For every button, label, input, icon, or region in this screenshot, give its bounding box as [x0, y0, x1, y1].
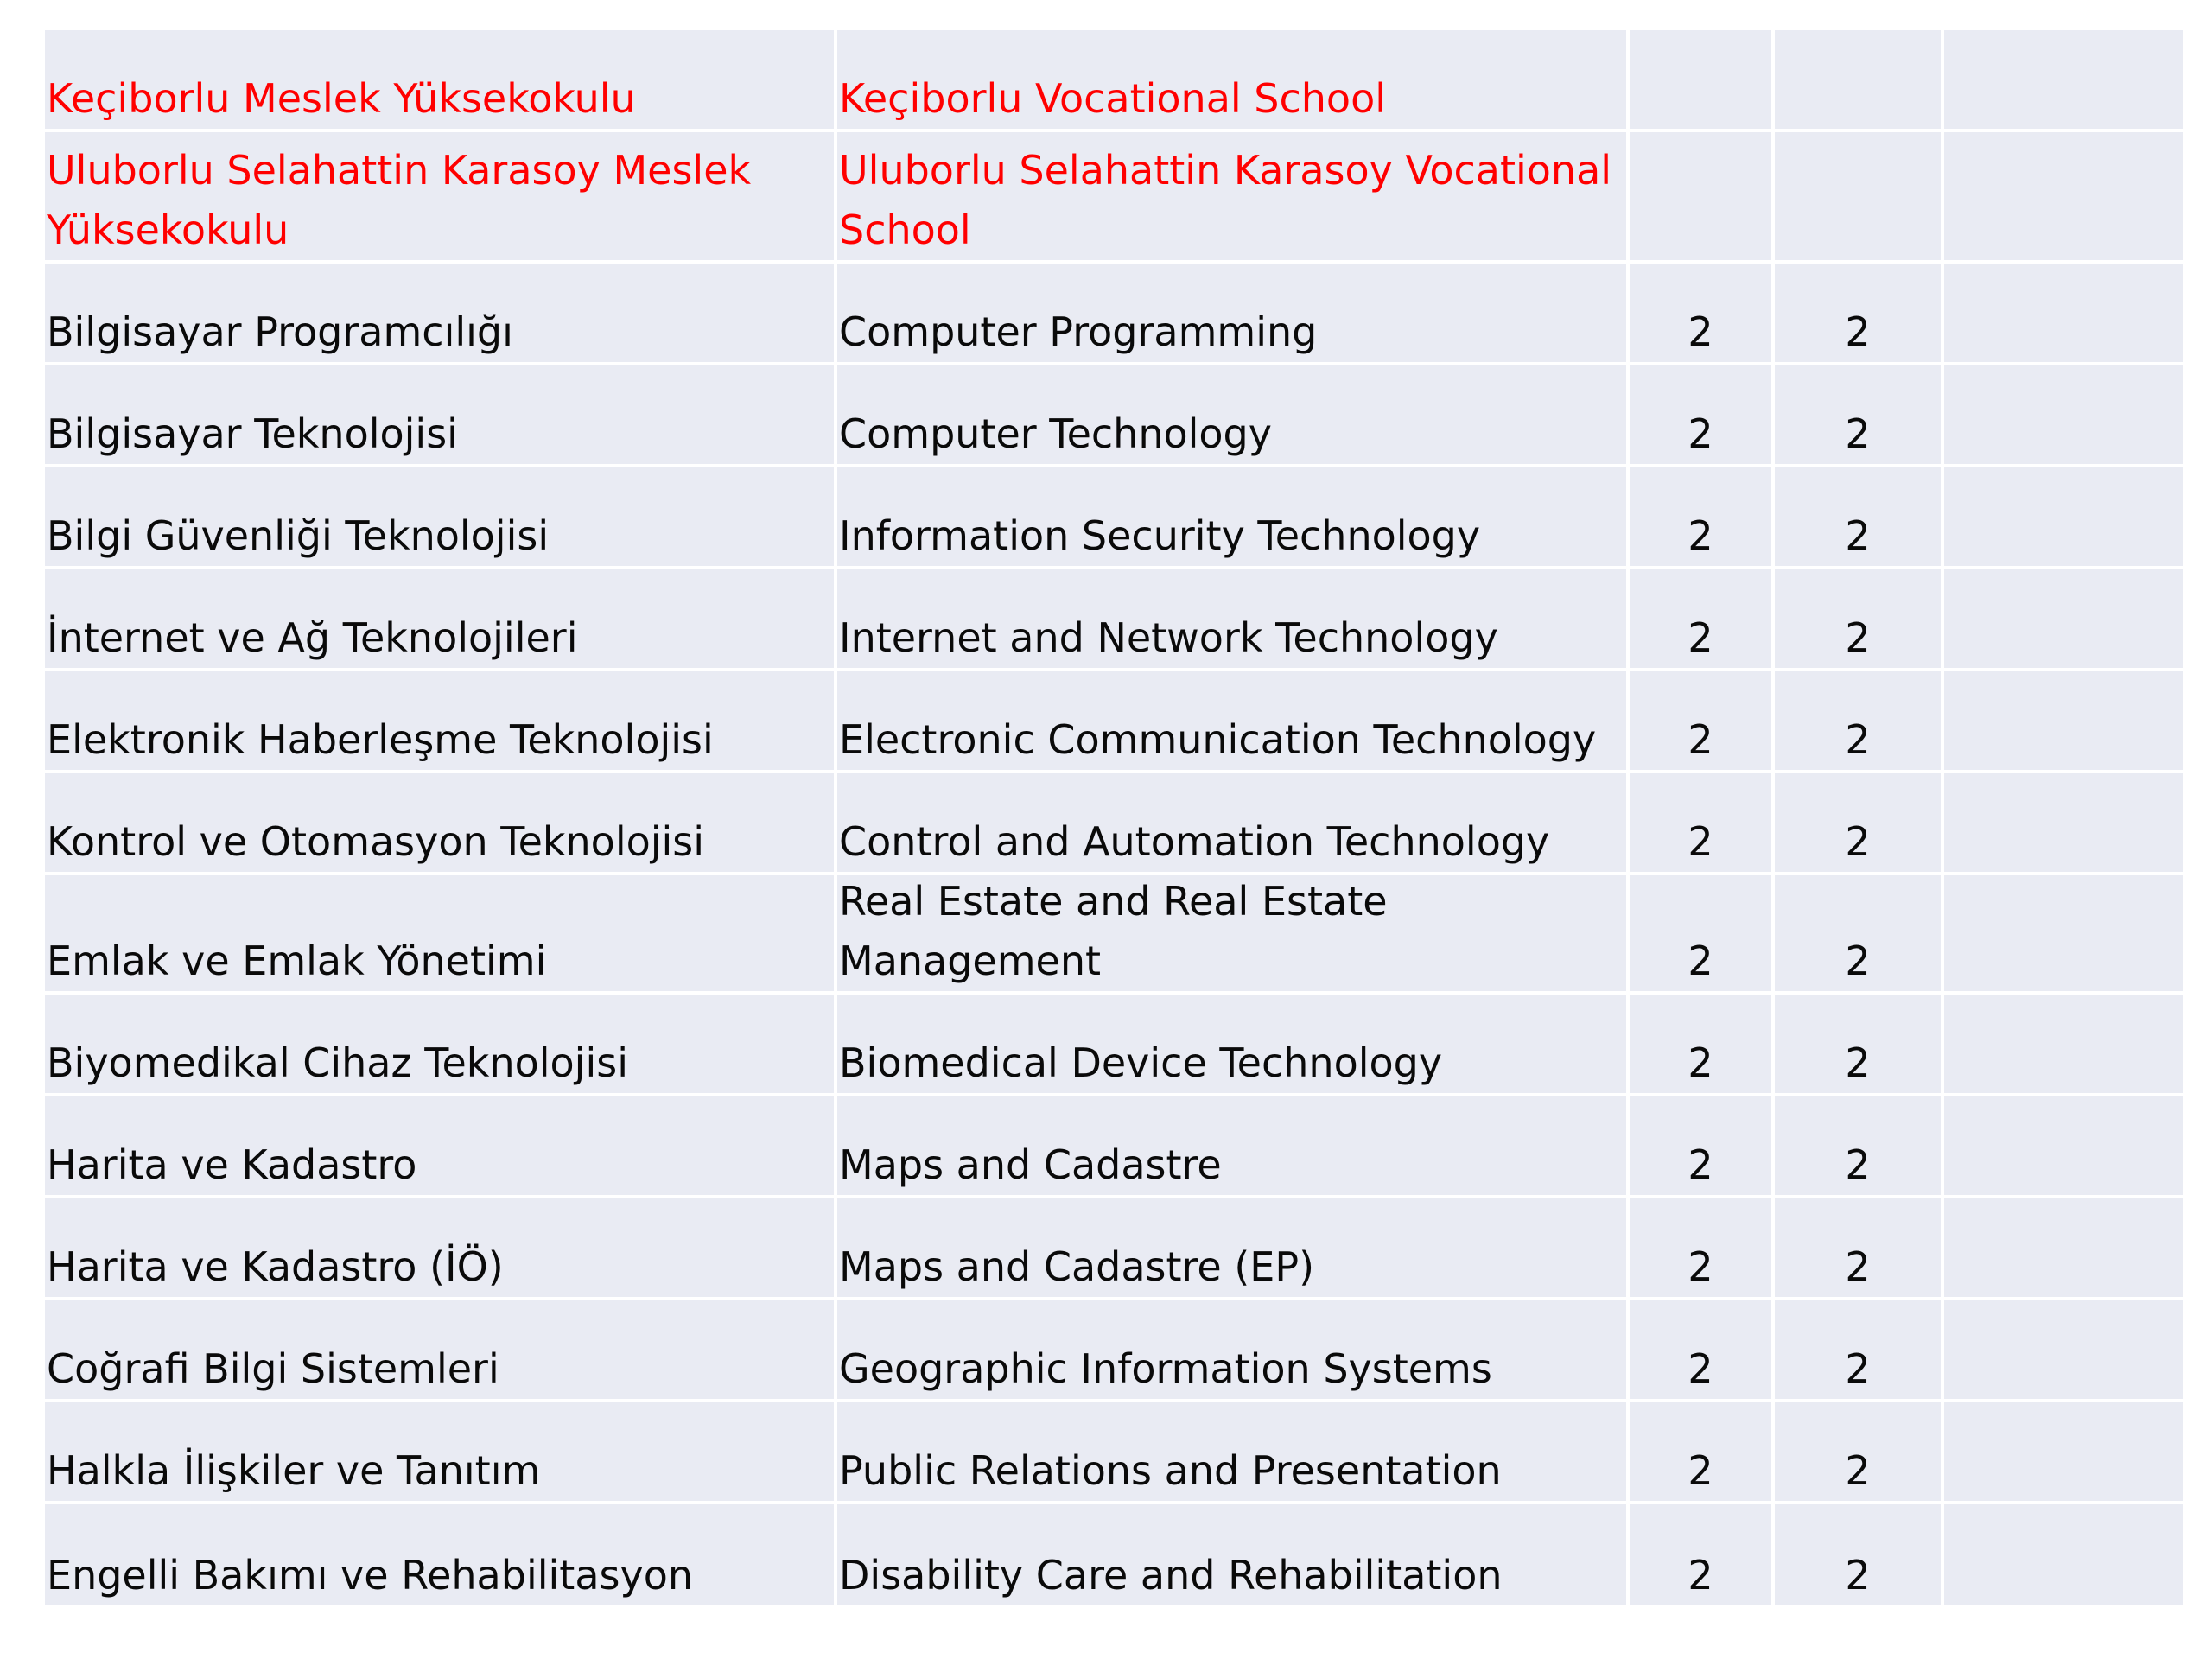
table-cell-empty [1944, 1096, 2183, 1195]
program-col3-value: 2 [1630, 1504, 1771, 1605]
program-name-tr: Emlak ve Emlak Yönetimi [45, 875, 834, 991]
table-cell-empty [1944, 264, 2183, 362]
table-cell-empty [1944, 1300, 2183, 1399]
program-name-en: Biomedical Device Technology [837, 995, 1626, 1093]
program-name-tr: Bilgisayar Programcılığı [45, 264, 834, 362]
program-name-en: Real Estate and Real Estate Management [837, 875, 1626, 991]
program-col4-value: 2 [1775, 467, 1941, 566]
program-name-tr: Biyomedikal Cihaz Teknolojisi [45, 995, 834, 1093]
program-col3-value: 2 [1630, 995, 1771, 1093]
program-name-tr: İnternet ve Ağ Teknolojileri [45, 569, 834, 668]
program-col4-value: 2 [1775, 1504, 1941, 1605]
table-cell-empty [1630, 132, 1771, 260]
table-cell-empty [1944, 569, 2183, 668]
program-col3-value: 2 [1630, 875, 1771, 991]
program-col4-value: 2 [1775, 1198, 1941, 1297]
program-col3-value: 2 [1630, 1300, 1771, 1399]
table-cell-empty [1775, 132, 1941, 260]
program-name-en: Geographic Information Systems [837, 1300, 1626, 1399]
table-cell-empty [1944, 30, 2183, 129]
program-name-tr: Harita ve Kadastro (İÖ) [45, 1198, 834, 1297]
program-col4-value: 2 [1775, 773, 1941, 872]
table-cell-empty [1775, 30, 1941, 129]
program-col3-value: 2 [1630, 264, 1771, 362]
program-col4-value: 2 [1775, 264, 1941, 362]
program-name-en: Computer Programming [837, 264, 1626, 362]
table-cell-empty [1944, 1504, 2183, 1605]
program-col3-value: 2 [1630, 773, 1771, 872]
program-name-en: Electronic Communication Technology [837, 671, 1626, 770]
table-cell-empty [1944, 773, 2183, 872]
program-name-tr: Elektronik Haberleşme Teknolojisi [45, 671, 834, 770]
program-name-tr: Coğrafi Bilgi Sistemleri [45, 1300, 834, 1399]
program-name-tr: Bilgi Güvenliği Teknolojisi [45, 467, 834, 566]
school-name-en: Keçiborlu Vocational School [837, 30, 1626, 129]
table-cell-empty [1944, 875, 2183, 991]
table-cell-empty [1944, 671, 2183, 770]
table-cell-empty [1944, 132, 2183, 260]
program-col4-value: 2 [1775, 365, 1941, 464]
table-cell-empty [1944, 995, 2183, 1093]
program-col3-value: 2 [1630, 671, 1771, 770]
program-name-en: Maps and Cadastre (EP) [837, 1198, 1626, 1297]
table-cell-empty [1944, 365, 2183, 464]
program-col4-value: 2 [1775, 569, 1941, 668]
program-col3-value: 2 [1630, 467, 1771, 566]
program-name-tr: Harita ve Kadastro [45, 1096, 834, 1195]
table-cell-empty [1944, 467, 2183, 566]
program-col3-value: 2 [1630, 365, 1771, 464]
program-name-tr: Bilgisayar Teknolojisi [45, 365, 834, 464]
school-name-tr: Uluborlu Selahattin Karasoy Meslek Yüksekokulu [45, 132, 834, 260]
program-col4-value: 2 [1775, 1402, 1941, 1501]
program-name-en: Information Security Technology [837, 467, 1626, 566]
program-table [45, 30, 2176, 1605]
program-col3-value: 2 [1630, 569, 1771, 668]
program-col4-value: 2 [1775, 1096, 1941, 1195]
program-col3-value: 2 [1630, 1198, 1771, 1297]
program-name-en: Maps and Cadastre [837, 1096, 1626, 1195]
table-cell-empty [1630, 30, 1771, 129]
table-cell-empty [1944, 1198, 2183, 1297]
table-cell-empty [1944, 1402, 2183, 1501]
program-name-en: Internet and Network Technology [837, 569, 1626, 668]
school-name-en: Uluborlu Selahattin Karasoy Vocational School [837, 132, 1626, 260]
program-name-en: Public Relations and Presentation [837, 1402, 1626, 1501]
program-col4-value: 2 [1775, 671, 1941, 770]
program-name-tr: Halkla İlişkiler ve Tanıtım [45, 1402, 834, 1501]
program-col4-value: 2 [1775, 875, 1941, 991]
program-col3-value: 2 [1630, 1096, 1771, 1195]
school-name-tr: Keçiborlu Meslek Yüksekokulu [45, 30, 834, 129]
program-col3-value: 2 [1630, 1402, 1771, 1501]
program-name-tr: Kontrol ve Otomasyon Teknolojisi [45, 773, 834, 872]
program-name-tr: Engelli Bakımı ve Rehabilitasyon [45, 1504, 834, 1605]
program-name-en: Computer Technology [837, 365, 1626, 464]
program-col4-value: 2 [1775, 995, 1941, 1093]
program-col4-value: 2 [1775, 1300, 1941, 1399]
program-name-en: Disability Care and Rehabilitation [837, 1504, 1626, 1605]
program-name-en: Control and Automation Technology [837, 773, 1626, 872]
